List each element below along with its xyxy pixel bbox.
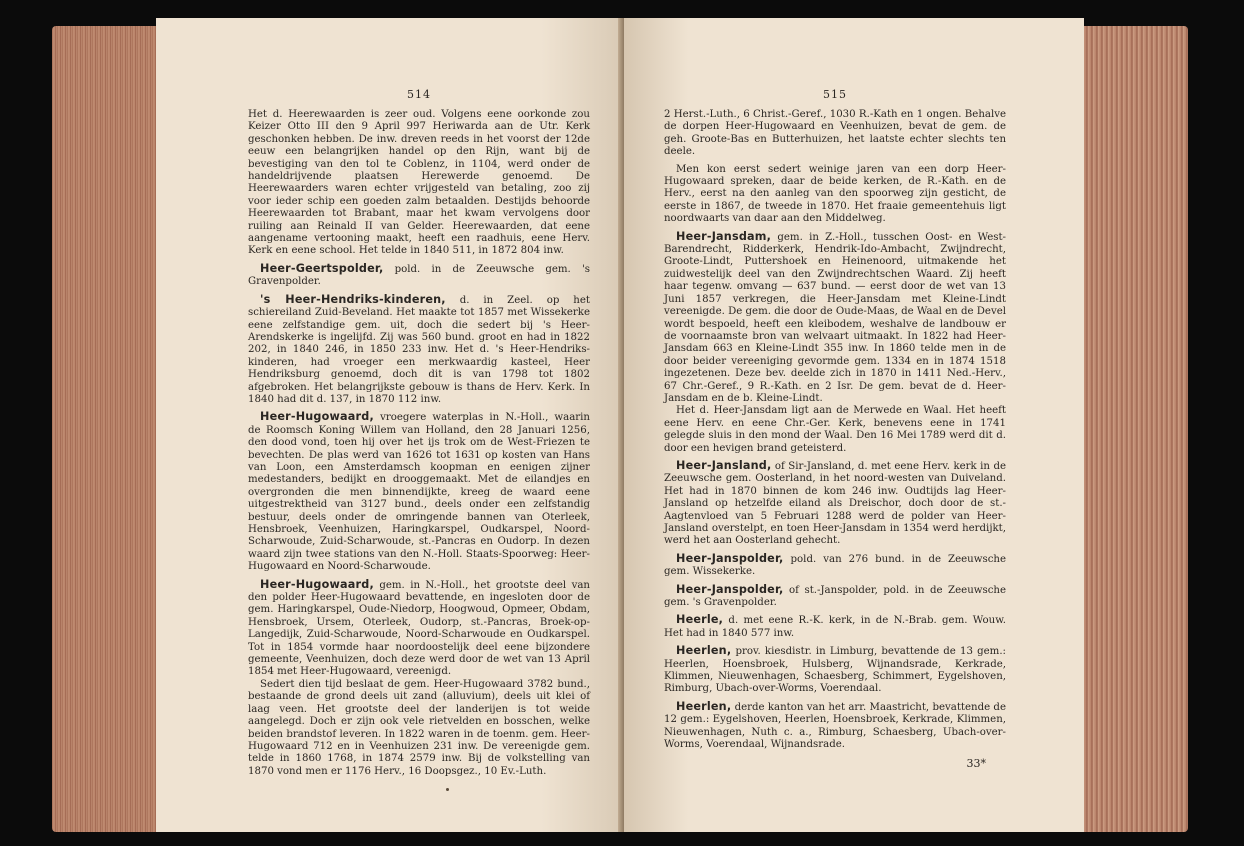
entry-text: d. met eene R.-K. kerk, in de N.-Brab. gem. Wouw. Het had in 1840 577 inw. — [664, 615, 1006, 639]
entry — [664, 584, 1006, 610]
entry-heading: Heer-Jansland, — [676, 458, 772, 472]
entry-text: pold. van 276 bund. in de Zeeuwsche gem. Wissekerke. — [664, 553, 1006, 578]
entry — [248, 579, 590, 779]
entry-text: of st.-Janspolder, pold. in de Zeeuwsche gem. 's Gravenpolder. — [664, 584, 1006, 609]
page-block-edge-right — [1080, 26, 1188, 832]
entry — [248, 263, 590, 289]
entry-heading: 's Heer-Hendriks-kinderen, — [260, 292, 446, 306]
entry-heading: Heer-Hugowaard, — [260, 577, 374, 591]
entry-heading: Heer-Hugowaard, — [260, 410, 374, 424]
entry — [664, 231, 1006, 455]
entry — [248, 294, 590, 407]
entry-text: derde kanton van het arr. Maastricht, bevattende de 12 gem.: Eygelshoven, Heerlen, Hoensbroek, Kerkrade, Klimmen, Nieuwenhagen, Nuth c. a., Rimburg, Schaesberg, Ubach-over-Worms, Voerendaal, Wijnandsrade. — [664, 701, 1006, 751]
entry-heading: Heer-Geertspolder, — [260, 261, 384, 275]
entry-text: pold. in de Zeeuwsche gem. 's Gravenpolder. — [248, 263, 590, 288]
entry-continuation: Sedert dien tijd beslaat de gem. Heer-Hugowaard 3782 bund., bestaande de grond deels uit zand (alluvium), deels uit klei of laag veen. Het grootste deel der landerijen is tot weide aangelegd. Doch er zijn ook vele rietvelden en bosschen, welke beiden brandstof leveren. In 1822 waren in de toenm. gem. Heer-Hugowaard 712 en in Veenhuizen 231 inw. De vereenigde gem. telde in 1860 1768, in 1874 2579 inw. Bij de volkstelling van 1870 vond men er 1176 Herv., 16 Doopsgez., 10 Ev.-Luth. — [248, 678, 590, 777]
entry-heading: Heer-Janspolder, — [676, 551, 784, 565]
entry — [664, 701, 1006, 752]
entry-heading: Heer-Janspolder, — [676, 582, 784, 596]
entry — [664, 614, 1006, 640]
entry-text: prov. kiesdistr. in Limburg, bevattende de 13 gem.: Heerlen, Hoensbroek, Hulsberg, Wijnandsrade, Kerkrade, Klimmen, Nieuwenhagen, Schaesberg, Schimmert, Eygelshoven, Rimburg, Ubach-over-Worms, Voerendaal. — [664, 646, 1006, 695]
entry — [664, 460, 1006, 548]
ink-speck — [446, 788, 449, 791]
left-page — [156, 18, 626, 832]
intro-paragraph: 2 Herst.-Luth., 6 Christ.-Geref., 1030 R.-Kath en 1 ongen. Behalve de dorpen Heer-Hugowaard en Veenhuizen, bevat de gem. de geh. Groote-Bas en Butterhuizen, het laatste echter slechts ten deele. — [664, 109, 1006, 158]
entry-text: gem. in N.-Holl., het grootste deel van den polder Heer-Hugowaard bevattende, en ingesloten door de gem. Haringkarspel, Oude-Niedorp, Hoogwoud, Opmeer, Obdam, Hensbroek, Ursem, Oterleek, Oudorp, st.-Pancras, Broek-op-Langedijk, Zuid-Scharwoude, Noord-Scharwoude en Oudkarspel. Tot in 1854 vormde haar noordoostelijk deel eene bijzondere gemeente, Veenhuizen, doch deze werd door de wet van 13 April 1854 met Heer-Hugowaard, vereenigd. — [248, 579, 590, 678]
right-page — [624, 18, 1084, 832]
entry-heading: Heerlen, — [676, 699, 732, 713]
entry — [664, 553, 1006, 579]
signature-mark: 33* — [966, 756, 986, 770]
right-page-number: 515 — [823, 88, 847, 101]
left-page-number: 514 — [407, 88, 431, 101]
entry-text: gem. in Z.-Holl., tusschen Oost- en West-Barendrecht, Ridderkerk, Hendrik-Ido-Ambacht, Zwijndrecht, Groote-Lindt, Puttershoek en Heinenoord, uitmakende het zuidwestelijk deel van den Zwijndrechtschen Waard. Zij heeft haar tegenw. omvang — 637 bund. — eerst door de wet van 13 Juni 1857 verkregen, die Heer-Jansdam met Kleine-Lindt vereenigde. De gem. die door de Oude-Maas, de Waal en de Devel wordt bespoeld, heeft een kleibodem, weshalve de landbouw er de voornaamste bron van welvaart uitmaakt. In 1822 had Heer-Jansdam 663 en Kleine-Lindt 355 inw. In 1860 telde men in de door beider vereeniging gevormde gem. 1334 en in 1874 1518 ingezetenen. Deze bev. deelde zich in 1870 in 1411 Ned.-Herv., 67 Chr.-Geref., 9 R.-Kath. en 2 Isr. De gem. bevat de d. Heer-Jansdam en de b. Kleine-Lindt. — [664, 231, 1006, 404]
page-block-edge-left — [52, 26, 160, 832]
entry-heading: Heer-Jansdam, — [676, 229, 772, 243]
entry-heading: Heerle, — [676, 613, 724, 627]
intro-paragraph: Het d. Heerewaarden is zeer oud. Volgens eene oorkonde zou Keizer Otto III den 9 April 997 Heriwarda aan de Utr. Kerk geschonken hebben. De inw. dreven reeds in het voorst der 12de eeuw een belangrijken handel op den Rijn, want bij de bevestiging van den tol te Coblenz, in 1104, werd onder de handeldrijvende plaatsen Herewerde genoemd. De Heerewaarders waren echter vrijgesteld van betaling, zoo zij voor ieder schip een goeden zalm betaalden. Destijds behoorde Heerewaarden tot Brabant, maar het kwam vervolgens door ruiling aan Reinald II van Gelder. Heerewaarden, dat eene aangename vertooning maakt, heeft een raadhuis, eene Herv. Kerk en eene school. Het telde in 1840 511, in 1872 804 inw. — [248, 109, 590, 257]
entry — [664, 645, 1006, 696]
entry-continuation: Het d. Heer-Jansdam ligt aan de Merwede en Waal. Het heeft eene Herv. en eene Chr.-Ger. Kerk, benevens eene in 1741 gelegde sluis in den mond der Waal. Den 16 Mei 1789 werd dit d. door een hevigen brand geteisterd. — [664, 405, 1006, 454]
intro-paragraph-2: Men kon eerst sedert weinige jaren van een dorp Heer-Hugowaard spreken, daar de beide kerken, de R.-Kath. en de Herv., eerst na den aanleg van den spoorweg zijn gesticht, de eerste in 1867, de tweede in 1870. Het fraaie gemeentehuis ligt noordwaarts van daar aan den Middelweg. — [664, 163, 1006, 225]
entry-text: of Sir-Jansland, d. met eene Herv. kerk in de Zeeuwsche gem. Oosterland, in het noord-westen van Duiveland. Het had in 1870 binnen de kom 246 inw. Oudtijds lag Heer-Jansland op hetzelfde eiland als Dreischor, doch door de st.-Aagtenvloed van 5 Februari 1288 werd de polder van Heer-Jansland overstelpt, en toen Heer-Jansdam in 1354 werd herdijkt, werd het aan Oosterland gehecht. — [664, 460, 1006, 547]
entry — [248, 411, 590, 573]
entry-heading: Heerlen, — [676, 644, 732, 658]
entry-text: vroegere waterplas in N.-Holl., waarin de Roomsch Koning Willem van Holland, den 28 Januari 1256, den dood vond, toen hij over het ijs trok om de West-Friezen te bevechten. De plas werd van 1626 tot 1631 op kosten van Hans van Loon, een Amsterdamsch koopman en eenigen zijner medestanders, bedijkt en drooggemaakt. Met de eilandjes en overgronden die men binnendijkte, kreeg de waard eene uitgestrektheid van 3127 bund., deels onder een zelfstandig bestuur, deels onder de omringende bannen van Oterleek, Hensbroek, Veenhuizen, Haringkarspel, Oudkarspel, Noord-Scharwoude, Zuid-Scharwoude, st.-Pancras en Oudorp. In dezen waard zijn twee stations van den N.-Holl. Staats-Spoorweg: Heer-Hugowaard en Noord-Scharwoude. — [248, 412, 590, 573]
entry-text: d. in Zeel. op het schiereiland Zuid-Beveland. Het maakte tot 1857 met Wissekerke eene zelfstandige gem. uit, doch die sedert bij 's Heer-Arendskerke is ingelijfd. Zij was 560 bund. groot en had in 1822 202, in 1840 246, in 1850 233 inw. Het d. 's Heer-Hendriks-kinderen, had vroeger een merkwaardig kasteel, Heer Hendriksburg genoemd, doch dit is van 1798 tot 1802 afgebroken. Het belangrijkste gebouw is thans de Herv. Kerk. In 1840 had dit d. 137, in 1870 112 inw. — [248, 294, 590, 405]
